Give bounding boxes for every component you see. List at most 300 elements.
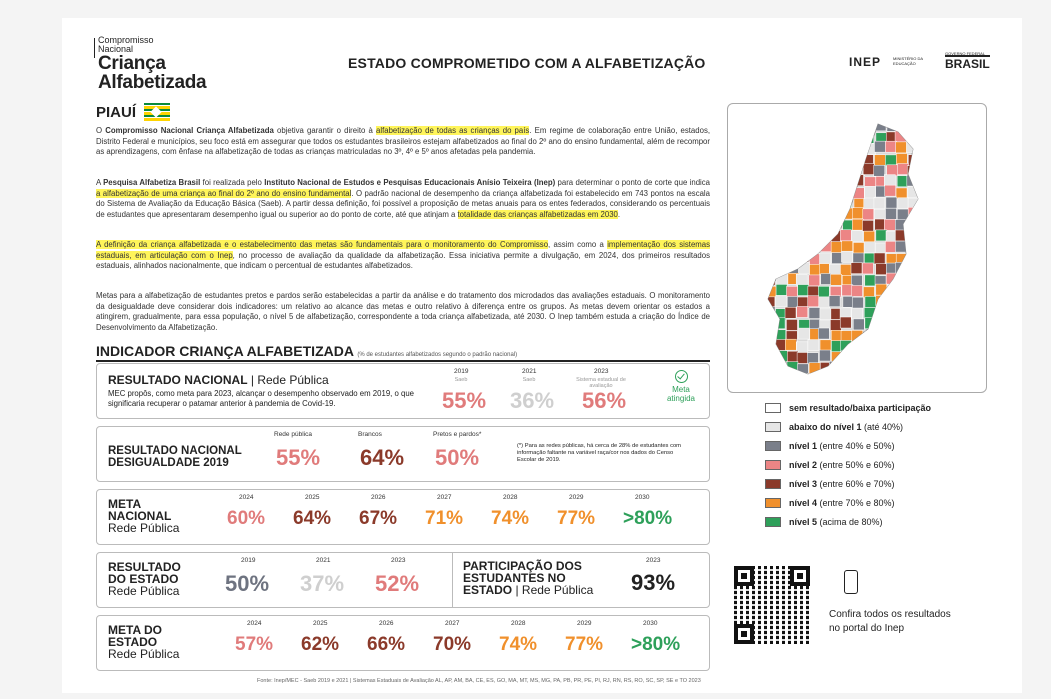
municipality-cell (886, 197, 897, 208)
value-label: 74% (491, 508, 530, 529)
municipality-cell (864, 199, 875, 210)
municipality-cell (797, 306, 808, 317)
value-label: 71% (425, 508, 464, 529)
p2f: a alfabetização de uma criança ao final do 2º ano do ensino fundamental (96, 188, 352, 198)
value-label: 74% (499, 634, 538, 655)
municipality-cell (786, 319, 797, 330)
year-label: 2025 (313, 620, 328, 627)
year-label: 2023 (391, 557, 406, 564)
municipality-cell (873, 340, 884, 351)
municipality-cell (786, 144, 797, 155)
legend-item (765, 474, 931, 493)
legend-item (765, 436, 931, 455)
municipality-cell (775, 374, 786, 385)
municipality-cell (807, 208, 818, 219)
legend-level: nível 5 (789, 516, 818, 527)
legend-range: (entre 40% e 50%) (817, 440, 895, 451)
p2h: totalidade das crianças alfabetizadas em 2030 (457, 209, 618, 219)
participation-box (452, 552, 711, 608)
check-icon (675, 370, 688, 383)
legend-swatch (765, 403, 781, 413)
value-label: 77% (557, 508, 596, 529)
municipality-cell (897, 164, 908, 175)
value-label: 60% (227, 508, 266, 529)
paragraph-2 (96, 178, 710, 220)
legend-swatch (765, 498, 781, 508)
municipality-cell (854, 340, 865, 351)
municipality-cell (764, 274, 775, 285)
municipality-cell (776, 241, 787, 252)
municipality-cell (884, 350, 895, 361)
municipality-cell (917, 330, 928, 341)
value-label: >80% (631, 634, 681, 655)
inequality-value: 64% (360, 445, 405, 470)
logo-line4: Alfabetizada (98, 72, 207, 93)
municipality-cell (797, 120, 808, 131)
municipality-cell (786, 219, 797, 230)
re-l1: RESULTADO (108, 560, 181, 574)
municipality-cell (808, 175, 819, 186)
municipality-cell (808, 373, 819, 384)
year-label: 2026 (371, 494, 386, 501)
municipality-cell (818, 176, 829, 187)
municipality-cell (887, 363, 898, 374)
municipality-cell (785, 229, 796, 240)
municipality-cell (909, 374, 920, 385)
national-label-text: RESULTADO NACIONAL (108, 373, 248, 387)
municipality-cell (908, 120, 919, 131)
municipality-cell (797, 141, 808, 152)
p2d: Instituto Nacional de Estudos e Pesquisas Educacionais Anísio Teixeira (Inep) (264, 178, 556, 187)
municipality-cell (897, 307, 908, 318)
legend-item (765, 493, 931, 512)
municipality-cell (897, 297, 908, 308)
legend-item (765, 512, 931, 531)
municipality-cell (775, 174, 786, 185)
municipality-cell (907, 307, 918, 318)
municipality-cell (829, 176, 840, 187)
municipality-cell (917, 274, 928, 285)
logo-line3: Criança (98, 53, 166, 74)
year-label: 2029 (569, 494, 584, 501)
meta-achieved (657, 370, 705, 403)
municipality-cell (820, 309, 831, 320)
meta-label-2: atingida (666, 394, 696, 403)
value-label: 70% (433, 634, 472, 655)
legend-swatch (765, 460, 781, 470)
state-map (727, 103, 987, 393)
brasil-logo (945, 52, 990, 72)
municipality-cell (874, 141, 885, 152)
municipality-cell (830, 219, 841, 230)
municipality-cell (831, 352, 842, 363)
municipality-cell (897, 331, 908, 342)
infographic-page (62, 18, 1022, 693)
year-label: 2030 (643, 620, 658, 627)
p2g: . O padrão nacional de desempenho da criança alfabetizada foi estabelecido em 743 pontos na escala do Sistema de Avaliação da Educação Básica (Saeb). A partir dessa definição, foi possível a proposição de metas anuais para os entes federados, considerando os percentuais de estudantes que apresentaram desempenho igual ou superior ao do ponto de corte, até que atinjam a (96, 188, 711, 219)
municipality-cell (842, 373, 853, 384)
municipality-cell (895, 286, 906, 297)
piaui-flag-icon (144, 103, 170, 121)
municipality-cell (865, 342, 876, 353)
municipality-cell (884, 219, 895, 230)
municipality-cell (854, 154, 865, 165)
municipality-cell (785, 253, 796, 264)
municipality-cell (797, 364, 808, 375)
municipality-cell (764, 175, 775, 186)
pa-l3: ESTADO (463, 583, 513, 597)
municipality-cell (918, 309, 929, 320)
municipality-cell (862, 263, 873, 274)
municipality-cell (852, 308, 863, 319)
municipality-cell (831, 199, 842, 210)
municipality-cell (786, 241, 797, 252)
municipality-cell (774, 154, 785, 165)
municipality-cell (907, 363, 918, 374)
legend-level: nível 4 (789, 497, 818, 508)
year-label: 2024 (247, 620, 262, 627)
municipality-cell (787, 175, 798, 186)
meta-estado-label (108, 624, 179, 660)
municipality-cell (919, 141, 930, 152)
municipality-cell (841, 196, 852, 207)
meta-label: Meta (672, 385, 690, 394)
municipality-cell (820, 187, 831, 198)
portal-link[interactable] (829, 608, 951, 636)
participation-label (463, 560, 593, 596)
municipality-cell (841, 131, 852, 142)
municipality-cell (821, 220, 832, 231)
municipality-cell (787, 153, 798, 164)
year-label: 2028 (503, 494, 518, 501)
p2c: foi realizada pelo (200, 178, 265, 187)
municipality-cell (873, 318, 884, 329)
municipality-cell (798, 374, 809, 385)
re-l2: DO ESTADO (108, 572, 179, 586)
municipality-cell (799, 174, 810, 185)
legend-level: nível 2 (789, 459, 818, 470)
municipality-cell (785, 122, 796, 133)
municipality-cell (840, 364, 851, 375)
legend-range: (entre 60% e 70%) (817, 478, 895, 489)
p2e: para determinar o ponto de corte que indica (555, 178, 711, 187)
participation-value: 93% (631, 570, 676, 595)
municipality-cell (764, 163, 775, 174)
municipality-cell (831, 373, 842, 384)
legend-range: (entre 50% e 60%) (817, 459, 895, 470)
municipality-cell (808, 296, 819, 307)
p2b: Pesquisa Alfabetiza Brasil (103, 178, 201, 187)
municipality-cell (920, 154, 931, 165)
municipality-cell (819, 297, 830, 308)
value-label: 52% (375, 571, 420, 596)
legend-text (789, 498, 895, 508)
municipality-cell (852, 208, 863, 219)
municipality-cell (777, 274, 788, 285)
municipality-cell (864, 362, 875, 373)
municipality-cell (810, 264, 821, 275)
municipality-cell (853, 319, 864, 330)
municipality-cell (875, 330, 886, 341)
state-name: PIAUÍ (96, 103, 137, 121)
municipality-cell (797, 187, 808, 198)
municipality-cell (907, 297, 918, 308)
municipality-cell (863, 287, 874, 298)
municipality-cell (775, 251, 786, 262)
municipality-cell (864, 231, 875, 242)
municipality-cell (917, 177, 928, 188)
municipality-cell (885, 141, 896, 152)
brasil-label: BRASIL (945, 57, 990, 71)
municipality-cell (798, 251, 809, 262)
municipality-cell (830, 231, 841, 242)
municipality-cell (863, 209, 874, 220)
gov-label: GOVERNO FEDERAL (945, 51, 986, 56)
municipality-cell (831, 242, 842, 253)
municipality-cell (809, 275, 820, 286)
municipality-cell (788, 262, 799, 273)
me-l2: ESTADO (108, 635, 158, 649)
legend-range: (entre 70% e 80%) (817, 497, 895, 508)
municipality-cell (919, 284, 930, 295)
municipality-cell (819, 350, 830, 361)
municipality-cell (896, 153, 907, 164)
municipality-cell (840, 264, 851, 275)
municipality-cell (918, 185, 929, 196)
year-label: 2028 (511, 620, 526, 627)
legend-text (789, 441, 895, 451)
municipality-cell (853, 243, 864, 254)
paragraph-1 (96, 126, 710, 158)
page-title: ESTADO COMPROMETIDO COM A ALFABETIZAÇÃO (348, 55, 706, 71)
paragraph-3 (96, 240, 710, 272)
municipality-cell (776, 131, 787, 142)
year-label: 2026 (379, 620, 394, 627)
municipality-cell (918, 219, 929, 230)
municipality-cell (821, 274, 832, 285)
p2i: . (617, 209, 621, 219)
municipality-cell (907, 353, 918, 364)
municipality-cell (841, 251, 852, 262)
municipality-cell (907, 240, 918, 251)
inequality-head: Rede pública (274, 431, 312, 438)
value-label: 37% (300, 571, 345, 596)
municipality-cell (885, 241, 896, 252)
legend-item (765, 417, 931, 436)
municipality-cell (797, 130, 808, 141)
municipality-cell (874, 253, 885, 264)
p1d: alfabetização de todas as crianças do país (376, 126, 530, 135)
municipality-cell (818, 197, 829, 208)
inequality-label-2: DESIGUALDADE 2019 (108, 457, 229, 469)
municipality-cell (887, 374, 898, 385)
inequality-value: 55% (276, 445, 321, 470)
legend-text (789, 403, 931, 413)
municipality-cell (897, 317, 908, 328)
municipality-cell (799, 328, 810, 339)
qr-code[interactable] (734, 566, 810, 644)
municipality-cell (885, 342, 896, 353)
national-source: Sistema estadual de avaliação (576, 377, 626, 389)
municipality-cell (898, 198, 909, 209)
municipality-cell (896, 362, 907, 373)
municipality-cell (874, 372, 885, 383)
year-label: 2024 (239, 494, 254, 501)
municipality-cell (842, 350, 853, 361)
inequality-value: 50% (435, 445, 480, 470)
municipality-cell (842, 142, 853, 153)
municipality-cell (807, 164, 818, 175)
municipality-cell (918, 241, 929, 252)
p1b: Compromisso Nacional Criança Alfabetizada (105, 126, 274, 135)
municipality-cell (764, 251, 775, 262)
municipality-cell (830, 131, 841, 142)
municipality-cell (885, 155, 896, 166)
mec-logo: MINISTÉRIO DA EDUCAÇÃO (893, 56, 923, 66)
municipality-cell (765, 363, 776, 374)
phone-icon (844, 570, 858, 594)
municipality-cell (876, 230, 887, 241)
municipality-cell (799, 240, 810, 251)
legend-text (789, 422, 903, 432)
municipality-cell (907, 263, 918, 274)
municipality-cell (808, 340, 819, 351)
inequality-head: Brancos (358, 431, 382, 438)
municipality-cell (764, 197, 775, 208)
municipality-cell (840, 186, 851, 197)
municipality-cell (831, 144, 842, 155)
inequality-note: (*) Para as redes públicas, há cerca de 28% de estudantes com informação faltante na variável raça/cor nos dados do Censo Escolar de 2019. (517, 443, 682, 463)
municipality-cell (887, 165, 898, 176)
legend-level: nível 3 (789, 478, 818, 489)
legend-text (789, 460, 895, 470)
municipality-cell (851, 230, 862, 241)
municipality-cell (840, 122, 851, 133)
municipality-cell (896, 351, 907, 362)
municipality-cell (864, 144, 875, 155)
legend-range: (acima de 80%) (817, 516, 883, 527)
municipality-cell (853, 253, 864, 264)
inequality-card (96, 426, 710, 482)
municipality-cell (851, 362, 862, 373)
municipality-cell (785, 339, 796, 350)
municipality-cell (897, 120, 908, 131)
municipality-cell (831, 164, 842, 175)
municipality-cell (787, 351, 798, 362)
municipality-cell (765, 187, 776, 198)
value-label: 77% (565, 634, 604, 655)
municipality-cell (918, 361, 929, 372)
municipality-cell (886, 317, 897, 328)
municipality-cell (919, 207, 930, 218)
municipality-cell (831, 186, 842, 197)
municipality-cell (920, 318, 931, 329)
municipality-cell (895, 220, 906, 231)
value-label: 50% (225, 571, 270, 596)
legend-level: nível 1 (789, 440, 818, 451)
municipality-cell (852, 330, 863, 341)
municipality-cell (917, 163, 928, 174)
municipality-cell (842, 285, 853, 296)
municipality-cell (797, 352, 808, 363)
mn-l1: META (108, 497, 142, 511)
municipality-cell (907, 328, 918, 339)
municipality-cell (884, 330, 895, 341)
municipality-cell (863, 132, 874, 143)
municipality-cell (820, 375, 831, 386)
municipality-cell (876, 264, 887, 275)
municipality-cell (920, 232, 931, 243)
municipality-cell (907, 131, 918, 142)
municipality-cell (852, 219, 863, 230)
paragraph-4: Metas para a alfabetização de estudantes pretos e pardos serão estabelecidas a partir da análise e do tratamento dos microdados das avaliações estaduais. O monitoramento da desigualdade deve considerar dois indicadores: um relativo ao alcance das metas e outro relativo à diferença entre os grupos. As metas devem orientar os estados a atingirem, gradualmente, para essa população, o nível 5 de alfabetização, correspondente a toda criança alfabetizada, até 2030. O Inep também estuda a criação do Índice de Desenvolvimento da Alfabetização. (96, 291, 710, 332)
municipality-cell (897, 374, 908, 385)
municipality-cell (908, 274, 919, 285)
logo-line1: Compromisso (98, 35, 154, 45)
national-year: 2023 (594, 368, 609, 375)
municipality-cell (874, 155, 885, 166)
value-label: 57% (235, 634, 274, 655)
national-label (108, 374, 329, 386)
p1a: O (96, 126, 106, 135)
municipality-cell (895, 131, 906, 142)
municipality-cell (841, 331, 852, 342)
inequality-label-1: RESULTADO NACIONAL (108, 445, 242, 457)
municipality-cell (884, 309, 895, 320)
municipality-cell (842, 164, 853, 175)
municipality-cell (865, 275, 876, 286)
municipality-cell (765, 375, 776, 386)
municipality-cell (808, 242, 819, 253)
municipality-cell (865, 318, 876, 329)
p2a: A (96, 178, 104, 187)
municipality-cell (764, 297, 775, 308)
municipality-cell (917, 122, 928, 133)
municipality-cell (831, 120, 842, 131)
municipality-cell (818, 152, 829, 163)
mn-l2: NACIONAL (108, 509, 172, 523)
municipality-cell (830, 209, 841, 220)
municipality-cell (865, 331, 876, 342)
municipality-cell (807, 186, 818, 197)
legend-swatch (765, 479, 781, 489)
value-label: 62% (301, 634, 340, 655)
meta-nacional-card (96, 489, 710, 545)
pa-l2: ESTUDANTES NO (463, 571, 566, 585)
municipality-cell (918, 196, 929, 207)
municipality-cell (884, 175, 895, 186)
municipality-cell (807, 230, 818, 241)
municipality-cell (797, 166, 808, 177)
value-label: >80% (623, 508, 673, 529)
municipality-cell (851, 120, 862, 131)
national-result-card (96, 363, 710, 419)
municipality-cell (863, 164, 874, 175)
indicator-subtitle: (% de estudantes alfabetizados segundo o padrão nacional) (357, 352, 518, 358)
legend-item (765, 398, 931, 417)
pa-l1: PARTICIPAÇÃO DOS (463, 559, 582, 573)
inep-logo: INEP (849, 55, 882, 69)
municipality-cell (818, 328, 829, 339)
municipality-cell (897, 274, 908, 285)
municipality-cell (852, 132, 863, 143)
municipality-cell (874, 198, 885, 209)
inequality-label (108, 445, 242, 469)
municipality-cell (763, 208, 774, 219)
re-l3: Rede Pública (108, 584, 180, 598)
year-label: 2027 (437, 494, 452, 501)
logo-line2: Nacional (98, 44, 134, 54)
